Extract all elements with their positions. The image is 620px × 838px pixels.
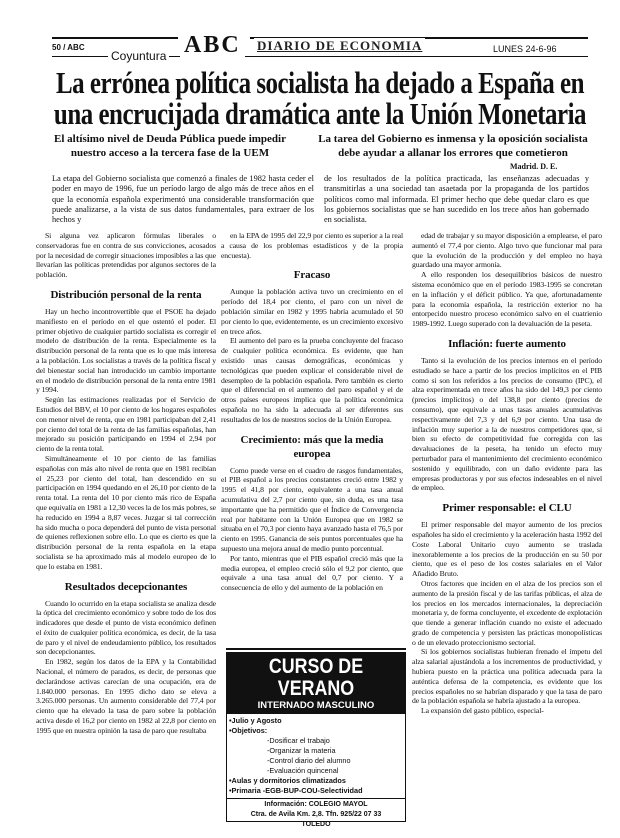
newspaper-logo: ABC <box>180 32 245 58</box>
intro-left: La etapa del Gobierno socialista que comenzó a finales de 1982 hasta ceder el poder en mayo de 1996, fue un período largo de algo más de trece años en el que la economía española experimentó una considerable transformación que puede analizarse, a la vista de sus datos fundamentales, para extraer de los hechos y <box>52 174 314 225</box>
ad-item: •Julio y Agosto <box>229 716 282 725</box>
header-rule-left <box>52 37 178 39</box>
paragraph: Otros factores que inciden en el alza de los precios son el aumento de la presión fiscal y de las tarifas públicas, el alza de los precios en los mercados internacionales, la depreciación monetaria y, de forma concluyente, el excedente de explotación que tiende a generar inflación cuando no existe el adecuado grado de competencia y persisten las prácticas monopolísticas o de un elevado proteccionismo sectorial. <box>412 578 602 647</box>
ad-subtitle: INTERNADO MASCULINO <box>257 700 375 711</box>
ad-contact <box>227 798 405 830</box>
column-1 <box>36 231 216 736</box>
headline: La errónea política socialista ha dejado a España en una encrucijada dramática ante la Unión Monetaria <box>53 65 587 131</box>
ad-objective: -Dosificar el trabajo <box>267 736 330 745</box>
advertisement <box>226 652 406 828</box>
paragraph: A ello responden los desequilibrios básicos de nuestro sistema económico que en el período 1983-1995 se concretan en la inflación y el déficit público. Ya que, afortunadamente para la economía española, la restricción exterior no ha entorpecido nuestro proceso económico salvo en el cuatrienio 1989-1992. Luego superado con la devaluación de la peseta. <box>412 270 602 329</box>
paragraph: Simultáneamente el 10 por ciento de las familias españolas con más alto nivel de renta que en 1981 recibían el 25,23 por ciento del total, han descendido en su participación en 1994 quedando en el 26,10 por ciento de la renta total. La renta del 10 por ciento más rico de España que equivalía en 1981 a 12,30 veces la de los más pobres, se ha reducido en 1994 a 8,87 veces. Juzgar si tal corrección ha sido mucha o poca dependerá del punto de vista personal de quienes reflexionen sobre ello. Lo que es cierto es que la distribución personal de la renta española en la etapa socialista se ha aproximado más al modelo europeo de lo que lo estaba en 1981. <box>36 453 216 571</box>
subheadline-left: El altísimo nivel de Deuda Pública puede impedir nuestro acceso a la tercera fase de la UEM <box>54 133 286 159</box>
subhead: Distribución personal de la renta <box>50 288 202 301</box>
subheadline-right: La tarea del Gobierno es inmensa y la oposición socialista debe ayudar a allanar los errores que cometieron <box>318 133 588 159</box>
ad-objective: -Organizar la materia <box>267 746 336 755</box>
section-name: Coyuntura <box>108 49 169 63</box>
ad-banner <box>227 653 405 714</box>
column-3 <box>412 231 602 716</box>
paragraph: edad de trabajar y su mayor disposición a emplearse, el paro aumentó el 77,4 por ciento. Algo tuvo que funcionar mal para que la evolución de la producción y del empleo no haya guardado una mayor armonía. <box>412 231 602 270</box>
ad-item: •Primaria -EGB-BUP-COU-Selectividad <box>229 786 363 795</box>
ad-address: Ctra. de Avila Km. 2,8. Tfn. 925/22 07 33 <box>250 811 382 818</box>
paragraph: Aunque la población activa tuvo un crecimiento en el período del 18,4 por ciento, el paro con un nivel de población similar en 1982 y 1995 habría acumulado el 50 por ciento lo que, evidentemente, es un crecimiento excesivo en trece años. <box>221 287 403 336</box>
ad-item: •Objetivos: <box>229 726 268 735</box>
ad-body <box>227 714 405 798</box>
paragraph: Según las estimaciones realizadas por el Servicio de Estudios del BBV, el 10 por ciento de los hogares españoles con menor nivel de renta, que en 1981 participaban del 2,41 por ciento del total de la renta de las familias españolas, han mejorado su posición participando en 1994 el 2,94 por ciento de la renta total. <box>36 395 216 454</box>
subhead: Primer responsable: el CLU <box>442 502 572 515</box>
paragraph: Como puede verse en el cuadro de rasgos fundamentales, el PIB español a los precios constantes creció entre 1982 y 1995 el 41,8 por ciento, equivalente a una tasa anual acumulativa del 2,7 por ciento que, sin duda, es una tasa importante que ha permitido que el Índice de Convergencia real por habitante con la Unión Europea que en 1982 se situaba en el 70,3 por ciento haya avanzado hasta el 76,5 por ciento en 1995. Ganancia de seis puntos porcentuales que ha supuesto una mejora anual de medio punto porcentual. <box>221 465 403 553</box>
intro-right: de los resultados de la política practicada, las enseñanzas adecuadas y transmitirlas a una sociedad tan asaetada por la propaganda de los partidos políticos como mal informada. El primer hecho que debe quedar claro es que los gobiernos socialistas que se han sucedido en los trece años han gobernado en socialista. <box>324 174 589 225</box>
column-2 <box>221 231 403 593</box>
paragraph: en la EPA de 1995 del 22,9 por ciento es superior a la real a causa de los problemas estadísticos y de la propia encuesta). <box>221 231 403 260</box>
paragraph: Si los gobiernos socialistas hubieran frenado el ímpetu del alza salarial ajustándola a los incrementos de productividad, y hubiera puesto en la práctica una política adecuada para la auténtica defensa de la competencia, es evidente que los precios españoles no se habrían disparado y que la tasa de paro de la población española se habría ajustado a la europea. <box>412 647 602 706</box>
paragraph: Si alguna vez aplicaron fórmulas liberales o conservadoras fue en contra de sus convicciones, acosados por la necesidad de corregir situaciones imposibles a las que llevarían las políticas pretendidas por algunos sectores de la población. <box>36 231 216 280</box>
byline: Madrid. D. E. <box>510 162 558 171</box>
subhead: Inflación: fuerte aumento <box>448 337 566 350</box>
ad-objective: -Evaluación quincenal <box>267 766 339 775</box>
subhead: Fracaso <box>293 269 331 282</box>
paragraph: En 1982, según los datos de la EPA y la Contabilidad Nacional, el número de parados, es decir, de personas que declarándose activas carecían de una ocupación, era de 1.840.000 personas. En 1995 dicho dato se eleva a 3.265.000 personas. Un aumento considerable del 77,4 por ciento que ha elevado la tasa de paro sobre la población activa desde el 16,2 por ciento en 1982 al 22,8 por ciento en 1995 que en nuestra opinión la tasa de paro que resultaba <box>36 657 216 735</box>
ad-item: •Aulas y dormitorios climatizados <box>229 776 346 785</box>
paragraph: El primer responsable del mayor aumento de los precios españoles ha sido el crecimiento y la aceleración hasta 1992 del Coste Laboral Unitario cuyo aumento se traslada inexorablemente a los precios de la producción en su 50 por ciento, que es el peso de los costes salariales en el Valor Añadido Bruto. <box>412 520 602 579</box>
ad-city: TOLEDO <box>301 821 331 828</box>
ad-objective: -Control diario del alumno <box>267 756 351 765</box>
paragraph: Por tanto, mientras que el PIB español creció más que la media europea, el empleo creció sólo el 9,2 por ciento, que equivale a una tasa anual del 0,7 por ciento. Y a consecuencia de ello y del aumento de la población en <box>221 553 403 593</box>
ad-title: CURSO DE VERANO <box>268 655 364 700</box>
subhead: Resultados decepcionantes <box>64 580 188 593</box>
paragraph: Cuando lo ocurrido en la etapa socialista se analiza desde la óptica del crecimiento económico y sobre todo de los dos indicadores que desde el punto de vista económico definen el éxito de cualquier política económica, es decir, de la tasa de paro y el nivel de endeudamiento público, los resultados son decepcionantes. <box>36 598 216 657</box>
paragraph: Tanto si la evolución de los precios internos en el período estudiado se hace a partir de los precios implícitos en el PIB como si son los referidos a los precios de consumo (IPC), el alza experimentada en trece años ha sido del 149,3 por ciento (precios implícitos) o del 138,8 por ciento (precios de consumo), que equivale a unas tasas anuales acumulativas respectivamente del 7,3 y del 6,9 por ciento. Una tasa de inflación muy superior a la de nuestros competidores que, si bien su efecto de competitividad fue corregida con las devaluaciones de la peseta, ha tenido un efecto muy perturbador para el mantenimiento del crecimiento económico sostenido y equilibrado, con un daño evidente para las empresas productoras y por sus efectos indeseables en el nivel de empleo. <box>412 355 602 493</box>
paragraph: Hay un hecho incontrovertible que el PSOE ha dejado manifiesto en el período en el que ostentó el poder. El primer objetivo de cualquier partido socialista es corregir el modelo de distribución de la renta. Especialmente es la distribución personal de la renta que es lo que más interesa a la población. Los socialistas a través de la política fiscal y del bienestar social han introducido un cambio importante en el modelo de distribución personal de la renta entre 1981 y 1994. <box>36 306 216 395</box>
paragraph: El aumento del paro es la prueba concluyente del fracaso de cualquier política económica. Es evidente, que han existido unas causas demográficas, económicas y tecnológicas que pueden explicar el considerable nivel de desempleo de la población española. Pero también es cierto que el diferencial en el aumento del paro español y el de otros países europeos implica que la política económica española no ha sido la adecuada al ser diferentes sus resultados de los de nuestros socios de la Unión Europea. <box>221 336 403 424</box>
ad-rule <box>226 648 406 650</box>
masthead-supplement: DIARIO DE ECONOMIA <box>254 38 425 53</box>
issue-date: LUNES 24-6-96 <box>493 44 557 54</box>
subhead: Crecimiento: más que la media europea <box>240 433 384 460</box>
ad-info: Información: COLEGIO MAYOL <box>264 801 368 808</box>
paragraph: La expansión del gasto público, especial- <box>421 706 544 716</box>
page-number: 50 / ABC <box>52 43 85 52</box>
